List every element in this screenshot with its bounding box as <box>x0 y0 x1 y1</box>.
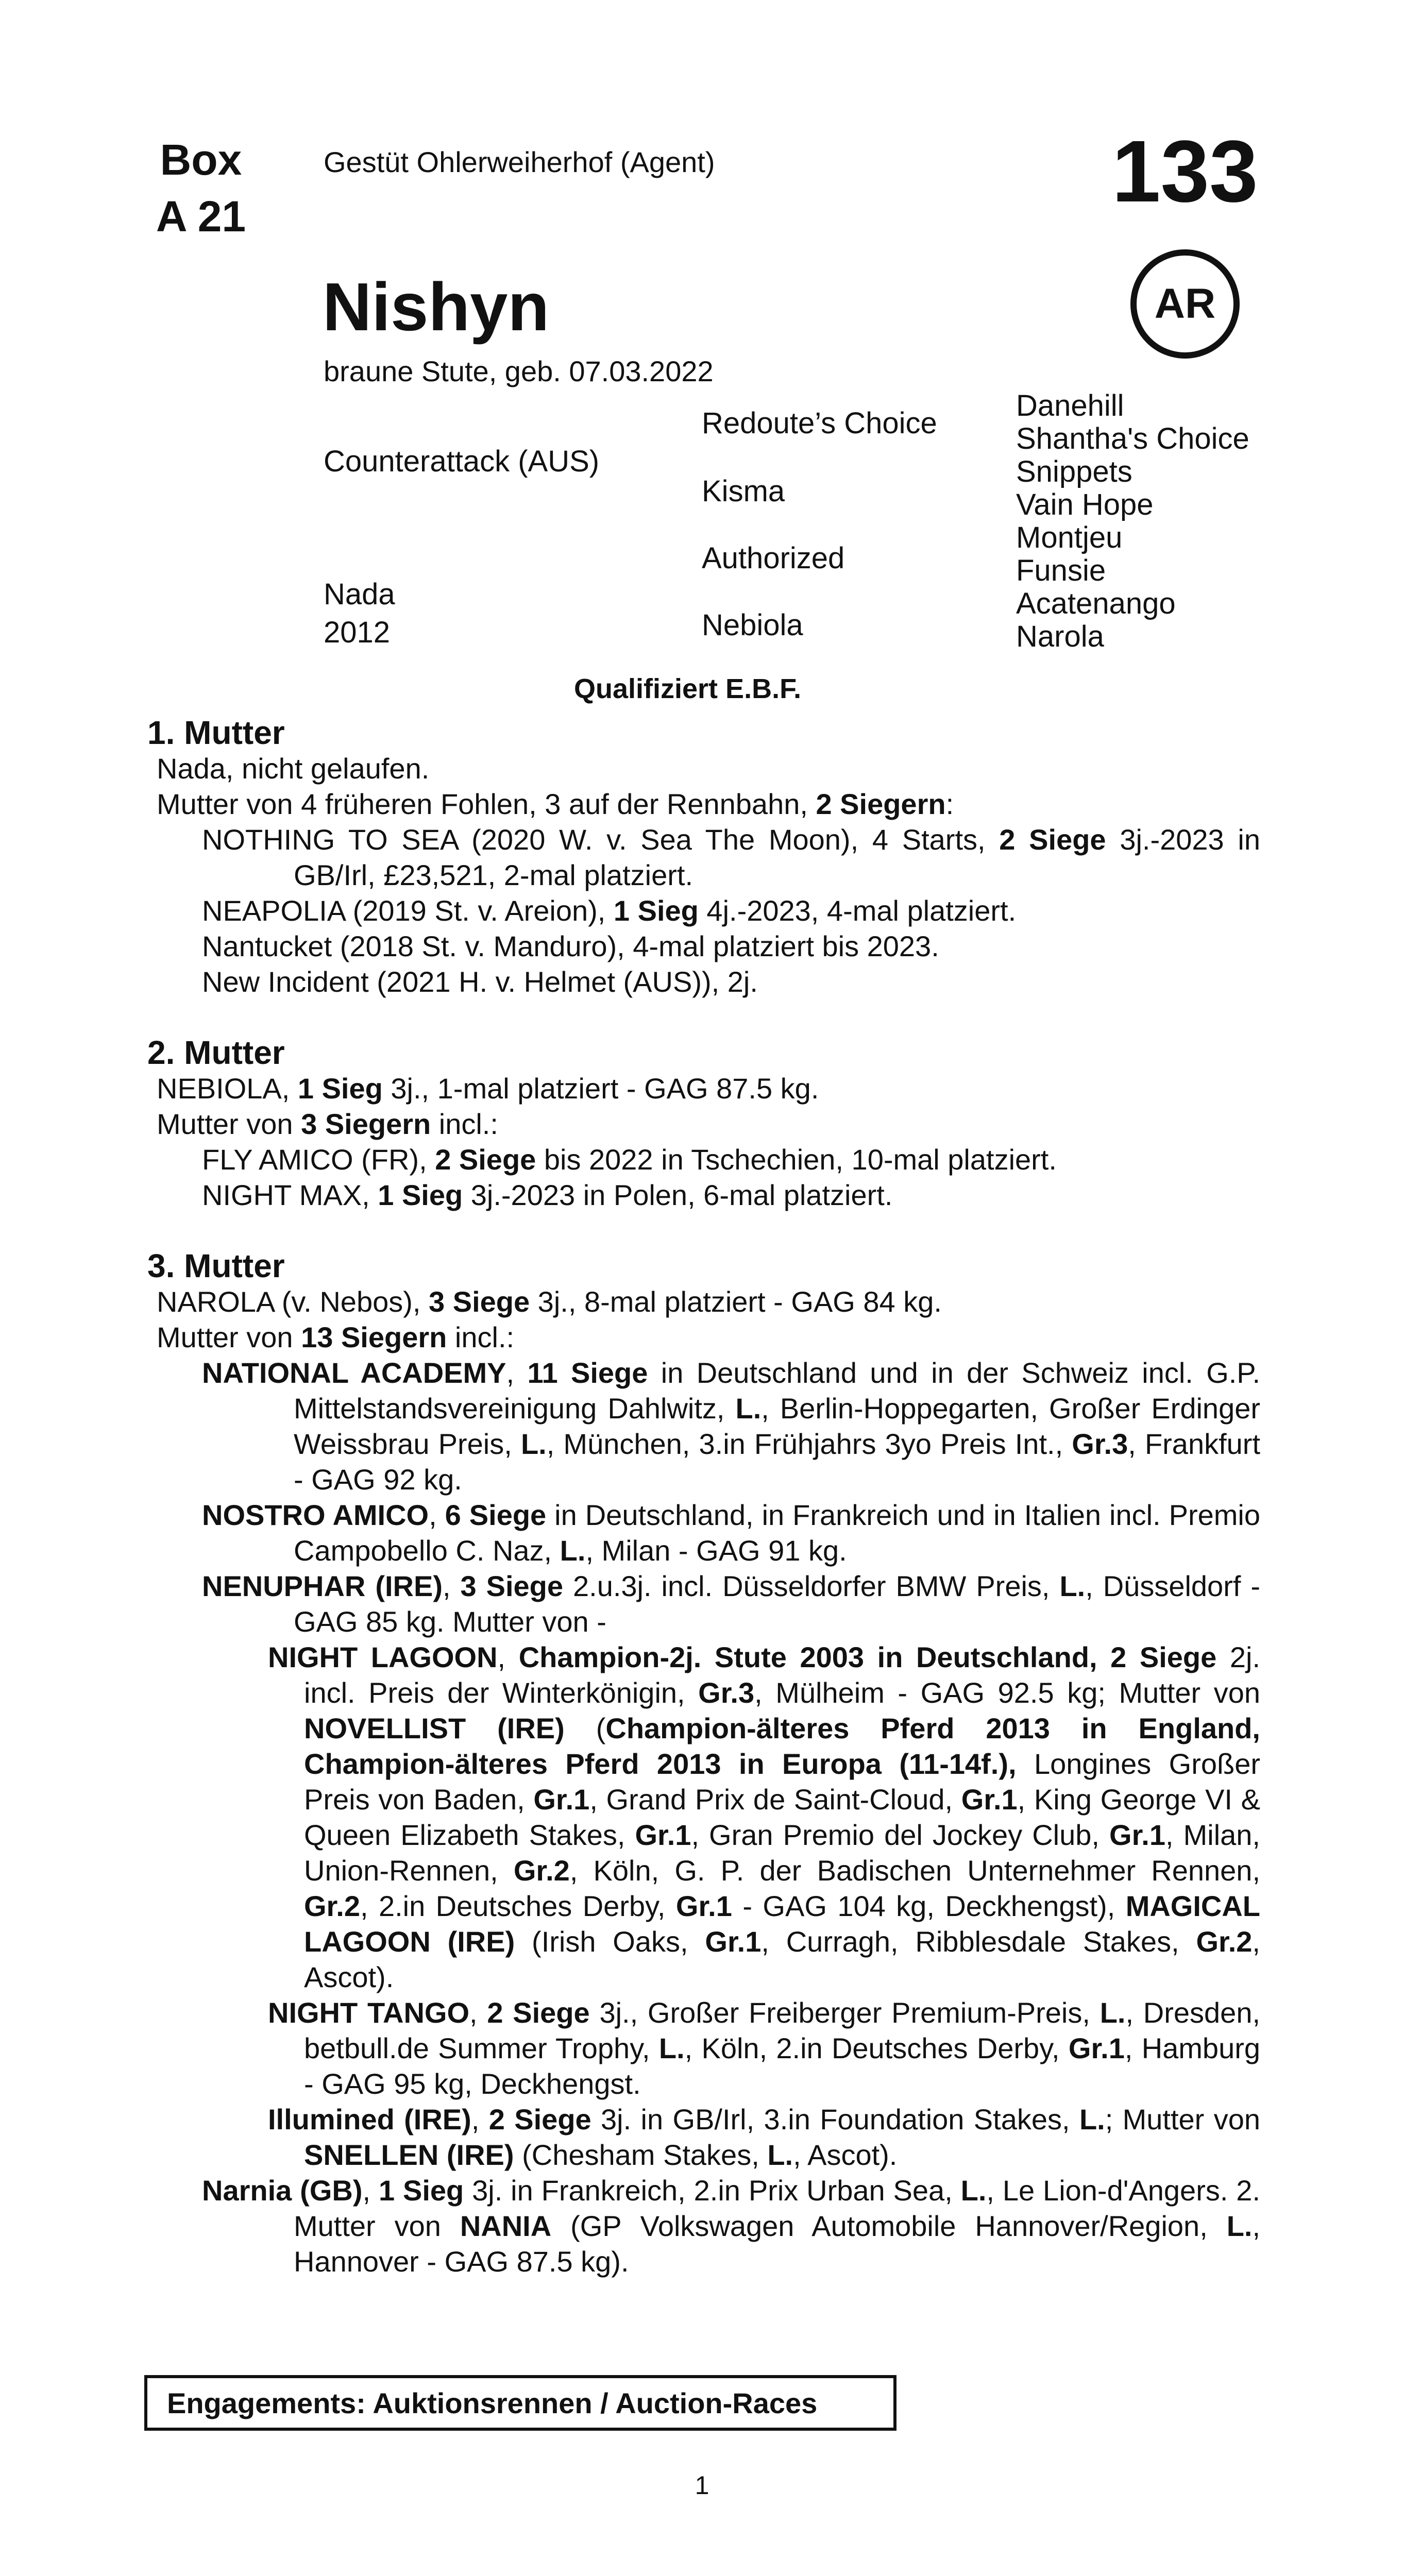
text: , <box>362 2174 379 2207</box>
pedigree-gen3 <box>1016 389 1249 653</box>
text: FLY AMICO (FR), <box>202 1143 435 1176</box>
text: , Hamburg - GAG 95 kg, Deckhengst. <box>304 2032 1261 2100</box>
text: NAROLA (v. Nebos), <box>157 1285 429 1318</box>
bold-text: Champion-2j. Stute 2003 in Deutschland, 2 Siege <box>518 1641 1217 1673</box>
text: Longines Großer Preis von Baden, <box>304 1748 1260 1816</box>
bold-text: L. <box>1079 2103 1105 2136</box>
pedigree-gen3-item: Montjeu <box>1016 521 1123 554</box>
pedigree-dam: Nada <box>324 578 395 611</box>
text: 3j.-2023 in GB/Irl, £23,521, 2-mal platziert. <box>294 823 1261 891</box>
bold-text: Gr.2 <box>1196 1925 1253 1958</box>
text: 3j. in Frankreich, 2.in Prix Urban Sea, <box>464 2174 961 2207</box>
text: NOTHING TO SEA (2020 W. v. Sea The Moon), 4 Starts, <box>202 823 1000 856</box>
produce-entry: Nantucket (2018 St. v. Manduro), 4-mal platziert bis 2023. <box>202 930 939 962</box>
bold-text: NANIA <box>460 2210 552 2242</box>
bold-text: L. <box>1059 1570 1086 1602</box>
bold-text: Gr.3 <box>1072 1428 1128 1460</box>
bold-text: Gr.1 <box>635 1819 691 1851</box>
text: , Gran Premio del Jockey Club, <box>691 1819 1110 1851</box>
text: , <box>506 1357 528 1389</box>
text: 3j., 1-mal platziert - GAG 87.5 kg. <box>382 1072 819 1105</box>
page-number: 1 <box>695 2471 709 2500</box>
bold-text: NIGHT LAGOON <box>268 1641 498 1673</box>
text: incl.: <box>447 1321 515 1353</box>
text: , Hannover - GAG 87.5 kg). <box>294 2210 1261 2278</box>
pedigree-gen3-item: Narola <box>1016 620 1104 653</box>
text: 2.u.3j. incl. Düsseldorfer BMW Preis, <box>563 1570 1060 1602</box>
text: (Irish Oaks, <box>515 1925 705 1958</box>
produce-entry <box>202 1177 1260 1213</box>
pedigree-gen3-item: Danehill <box>1016 389 1124 422</box>
third-dam-section <box>147 1248 1260 2279</box>
horse-description: braune Stute, geb. 07.03.2022 <box>324 355 714 387</box>
bold-text: Champion-älteres Pferd 2013 in England, Champion-älteres Pferd 2013 in Europa (11-14f.), <box>304 1712 1260 1780</box>
text: Mutter von <box>157 1108 301 1140</box>
dam-intro: Nada, nicht gelaufen. <box>157 752 430 785</box>
dam-intro <box>147 1284 1260 1319</box>
pedigree-gen3-item: Funsie <box>1016 554 1106 587</box>
bold-text: NATIONAL ACADEMY <box>202 1357 506 1389</box>
bold-text: MAGICAL LAGOON (IRE) <box>304 1890 1260 1958</box>
pedigree-dam-year: 2012 <box>324 616 391 649</box>
text: , <box>469 1996 487 2029</box>
bold-text: 1 Sieg <box>378 2174 464 2207</box>
produce-entry <box>202 1142 1260 1177</box>
bold-text: L. <box>520 1428 547 1460</box>
text: - GAG 104 kg, Deckhengst), <box>732 1890 1126 1922</box>
text: NEBIOLA, <box>157 1072 298 1105</box>
text: , Frankfurt - GAG 92 kg. <box>294 1428 1261 1496</box>
bold-text: Illumined (IRE) <box>268 2103 471 2136</box>
bold-text: 2 Siege <box>999 823 1106 856</box>
pedigree-sire: Counterattack (AUS) <box>324 445 600 478</box>
text: , Milan - GAG 91 kg. <box>585 1534 847 1567</box>
text: , Ascot). <box>793 2139 898 2171</box>
text: : <box>945 788 954 820</box>
bold-text: 2 Siege <box>487 1996 590 2029</box>
text: NIGHT MAX, <box>202 1179 378 1211</box>
text: , München, 3.in Frühjahrs 3yo Preis Int., <box>546 1428 1072 1460</box>
text: (GP Volkswagen Automobile Hannover/Region, <box>551 2210 1227 2242</box>
text: 4j.-2023, 4-mal platziert. <box>698 894 1017 927</box>
text: , <box>471 2103 489 2136</box>
ar-badge <box>1130 249 1240 359</box>
catalogue-body <box>147 715 1260 2315</box>
text: , Berlin-Hoppegarten, Großer Erdinger Weissbrau Preis, <box>294 1392 1261 1460</box>
produce-entry-national-academy <box>202 1355 1260 1497</box>
produce-entry <box>202 893 1260 928</box>
bold-text: 2 Siegern <box>816 788 946 820</box>
produce-entry-narnia <box>202 2173 1260 2279</box>
text: incl.: <box>431 1108 498 1140</box>
bold-text: 13 Siegern <box>301 1321 447 1353</box>
text: 3j.-2023 in Polen, 6-mal platziert. <box>463 1179 893 1211</box>
text: , <box>429 1499 445 1531</box>
first-dam-section <box>147 715 1260 999</box>
bold-text: 1 Sieg <box>613 894 699 927</box>
bold-text: Narnia (GB) <box>202 2174 363 2207</box>
text: bis 2022 in Tschechien, 10-mal platziert. <box>536 1143 1057 1176</box>
bold-text: Gr.3 <box>698 1676 755 1709</box>
text: NEAPOLIA (2019 St. v. Areion), <box>202 894 614 927</box>
text: Mutter von <box>157 1321 301 1353</box>
bold-text: L. <box>960 2174 987 2207</box>
section-heading: 2. Mutter <box>147 1034 285 1071</box>
text: , 2.in Deutsches Derby, <box>360 1890 676 1922</box>
text: , <box>497 1641 519 1673</box>
lot-number: 133 <box>1112 123 1258 221</box>
bold-text: 2 Siege <box>488 2103 591 2136</box>
text: , King George VI & Queen Elizabeth Stakes, <box>304 1783 1260 1851</box>
produce-entry-nenuphar <box>202 1568 1260 1639</box>
text: Mutter von 4 früheren Fohlen, 3 auf der Rennbahn, <box>157 788 816 820</box>
bold-text: Gr.2 <box>513 1854 570 1887</box>
text: 3j., Großer Freiberger Premium-Preis, <box>589 1996 1100 2029</box>
bold-text: 2 Siege <box>435 1143 536 1176</box>
bold-text: 3 Siege <box>429 1285 530 1318</box>
produce-summary <box>147 1106 1260 1142</box>
bold-text: L. <box>658 2032 685 2064</box>
pedigree-sire-dam: Kisma <box>702 474 785 508</box>
text: (Chesham Stakes, <box>514 2139 768 2171</box>
text: in Deutschland, in Frankreich und in Italien incl. Premio Campobello C. Naz, <box>294 1499 1260 1567</box>
bold-text: L. <box>767 2139 793 2171</box>
text: , Dresden, betbull.de Summer Trophy, <box>304 1996 1261 2064</box>
horse-name: Nishyn <box>323 269 550 345</box>
section-heading: 1. Mutter <box>147 714 285 751</box>
qualification: Qualifiziert E.B.F. <box>574 673 802 704</box>
bold-text: 1 Sieg <box>378 1179 463 1211</box>
bold-text: NOSTRO AMICO <box>202 1499 429 1531</box>
text: , Curragh, Ribblesdale Stakes, <box>761 1925 1196 1958</box>
bold-text: Gr.1 <box>705 1925 762 1958</box>
ar-badge-label: AR <box>1154 280 1216 327</box>
text: , Grand Prix de Saint-Cloud, <box>589 1783 961 1816</box>
dam-intro <box>147 1071 1260 1106</box>
bold-text: 3 Siegern <box>301 1108 431 1140</box>
pedigree-dam-dam: Nebiola <box>702 608 803 642</box>
text: , Düsseldorf - GAG 85 kg. Mutter von - <box>294 1570 1261 1638</box>
produce-entry-night-tango <box>268 1995 1260 2102</box>
bold-text: NENUPHAR (IRE) <box>202 1570 443 1602</box>
produce-entry-illumined <box>268 2102 1260 2173</box>
bold-text: L. <box>1099 1996 1126 2029</box>
text: 2j. incl. Preis der Winterkönigin, <box>304 1641 1261 1709</box>
produce-entry-nostro-amico <box>202 1497 1260 1568</box>
text: in Deutschland und in der Schweiz incl. G.P. Mittelstandsvereinigung Dahlwitz, <box>294 1357 1261 1425</box>
pedigree-dam-sire: Authorized <box>702 541 845 575</box>
pedigree-gen3-item: Vain Hope <box>1016 488 1154 521</box>
bold-text: Gr.1 <box>961 1783 1018 1816</box>
text: , Köln, G. P. der Badischen Unternehmer Rennen, <box>569 1854 1260 1887</box>
text: 3j. in GB/Irl, 3.in Foundation Stakes, <box>591 2103 1079 2136</box>
pedigree-sire-sire: Redoute’s Choice <box>702 406 937 440</box>
pedigree-gen3-item: Shantha's Choice <box>1016 422 1249 455</box>
second-dam-section <box>147 1035 1260 1213</box>
produce-entry <box>202 822 1260 893</box>
pedigree-gen3-item: Acatenango <box>1016 587 1176 620</box>
bold-text: Gr.1 <box>533 1783 590 1816</box>
bold-text: 1 Sieg <box>297 1072 383 1105</box>
bold-text: 11 Siege <box>527 1357 648 1389</box>
pedigree-gen3-item: Snippets <box>1016 455 1132 488</box>
consignor: Gestüt Ohlerweiherhof (Agent) <box>324 146 715 178</box>
bold-text: NOVELLIST (IRE) <box>304 1712 565 1744</box>
produce-entry: New Incident (2021 H. v. Helmet (AUS)), 2j. <box>202 965 758 998</box>
box-label: Box <box>160 135 242 184</box>
produce-summary <box>147 1319 1260 1355</box>
engagements-label: Engagements: Auktionsrennen / Auction-Races <box>167 2386 818 2419</box>
produce-entry-night-lagoon <box>268 1639 1260 1995</box>
bold-text: NIGHT TANGO <box>268 1996 470 2029</box>
produce-summary <box>147 786 1260 822</box>
text: , Milan, Union-Rennen, <box>304 1819 1260 1887</box>
text: , Mülheim - GAG 92.5 kg; Mutter von <box>754 1676 1261 1709</box>
bold-text: L. <box>735 1392 762 1425</box>
bold-text: SNELLEN (IRE) <box>304 2139 514 2171</box>
text: 3j., 8-mal platziert - GAG 84 kg. <box>530 1285 942 1318</box>
text: , Le Lion-d'Angers. 2. Mutter von <box>294 2174 1261 2242</box>
text: ; Mutter von <box>1105 2103 1260 2136</box>
box-number: A 21 <box>156 192 246 241</box>
bold-text: Gr.1 <box>1068 2032 1125 2064</box>
section-heading: 3. Mutter <box>147 1247 285 1284</box>
text: ( <box>564 1712 606 1744</box>
bold-text: 3 Siege <box>460 1570 564 1602</box>
bold-text: Gr.1 <box>1109 1819 1165 1851</box>
text: , Ascot). <box>304 1925 1260 1993</box>
bold-text: Gr.2 <box>304 1890 360 1922</box>
bold-text: L. <box>1226 2210 1253 2242</box>
text: , <box>442 1570 461 1602</box>
bold-text: L. <box>560 1534 586 1567</box>
engagements-box <box>144 2375 896 2431</box>
bold-text: Gr.1 <box>675 1890 732 1922</box>
text: , Köln, 2.in Deutsches Derby, <box>684 2032 1069 2064</box>
bold-text: 6 Siege <box>445 1499 547 1531</box>
